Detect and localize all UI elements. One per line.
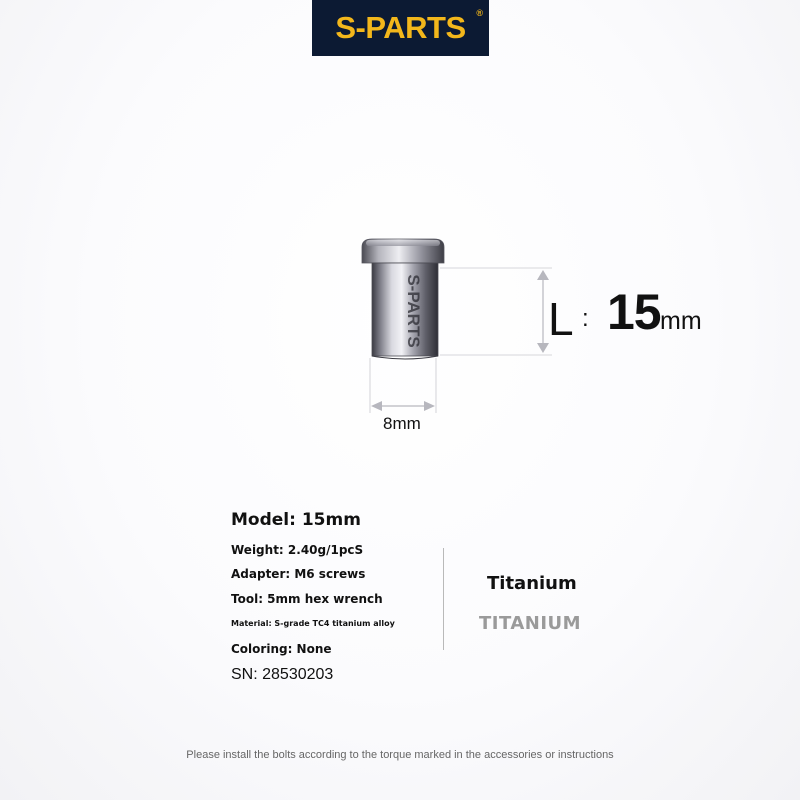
spec-tool: Tool: 5mm hex wrench	[231, 592, 383, 606]
brand-logo-text: S-PARTS	[335, 10, 466, 45]
bolt-engraving: S-PARTS	[404, 274, 423, 348]
installation-note: Please install the bolts according to the torque marked in the accessories or instructions	[186, 749, 614, 761]
registered-mark: ®	[476, 8, 483, 18]
dimension-length-value: 15	[607, 284, 661, 340]
spec-weight: Weight: 2.40g/1pcS	[231, 543, 364, 557]
dimension-width: 8mm	[383, 414, 421, 433]
dimension-length-colon: :	[582, 305, 589, 332]
dimension-length-unit: mm	[660, 307, 702, 335]
dimension-length-letter: L	[548, 293, 574, 345]
spec-model: Model: 15mm	[231, 510, 361, 530]
product-image	[340, 225, 570, 445]
spec-material: Material: S-grade TC4 titanium alloy	[231, 619, 395, 628]
material-name: Titanium	[487, 573, 577, 594]
brand-logo	[312, 0, 489, 56]
spec-coloring: Coloring: None	[231, 642, 332, 656]
spec-adapter: Adapter: M6 screws	[231, 567, 366, 581]
vertical-divider	[443, 548, 444, 650]
spec-serial-number: SN: 28530203	[231, 666, 334, 683]
material-name-caps: TITANIUM	[479, 613, 582, 634]
titanium-bolt-icon	[340, 225, 570, 445]
